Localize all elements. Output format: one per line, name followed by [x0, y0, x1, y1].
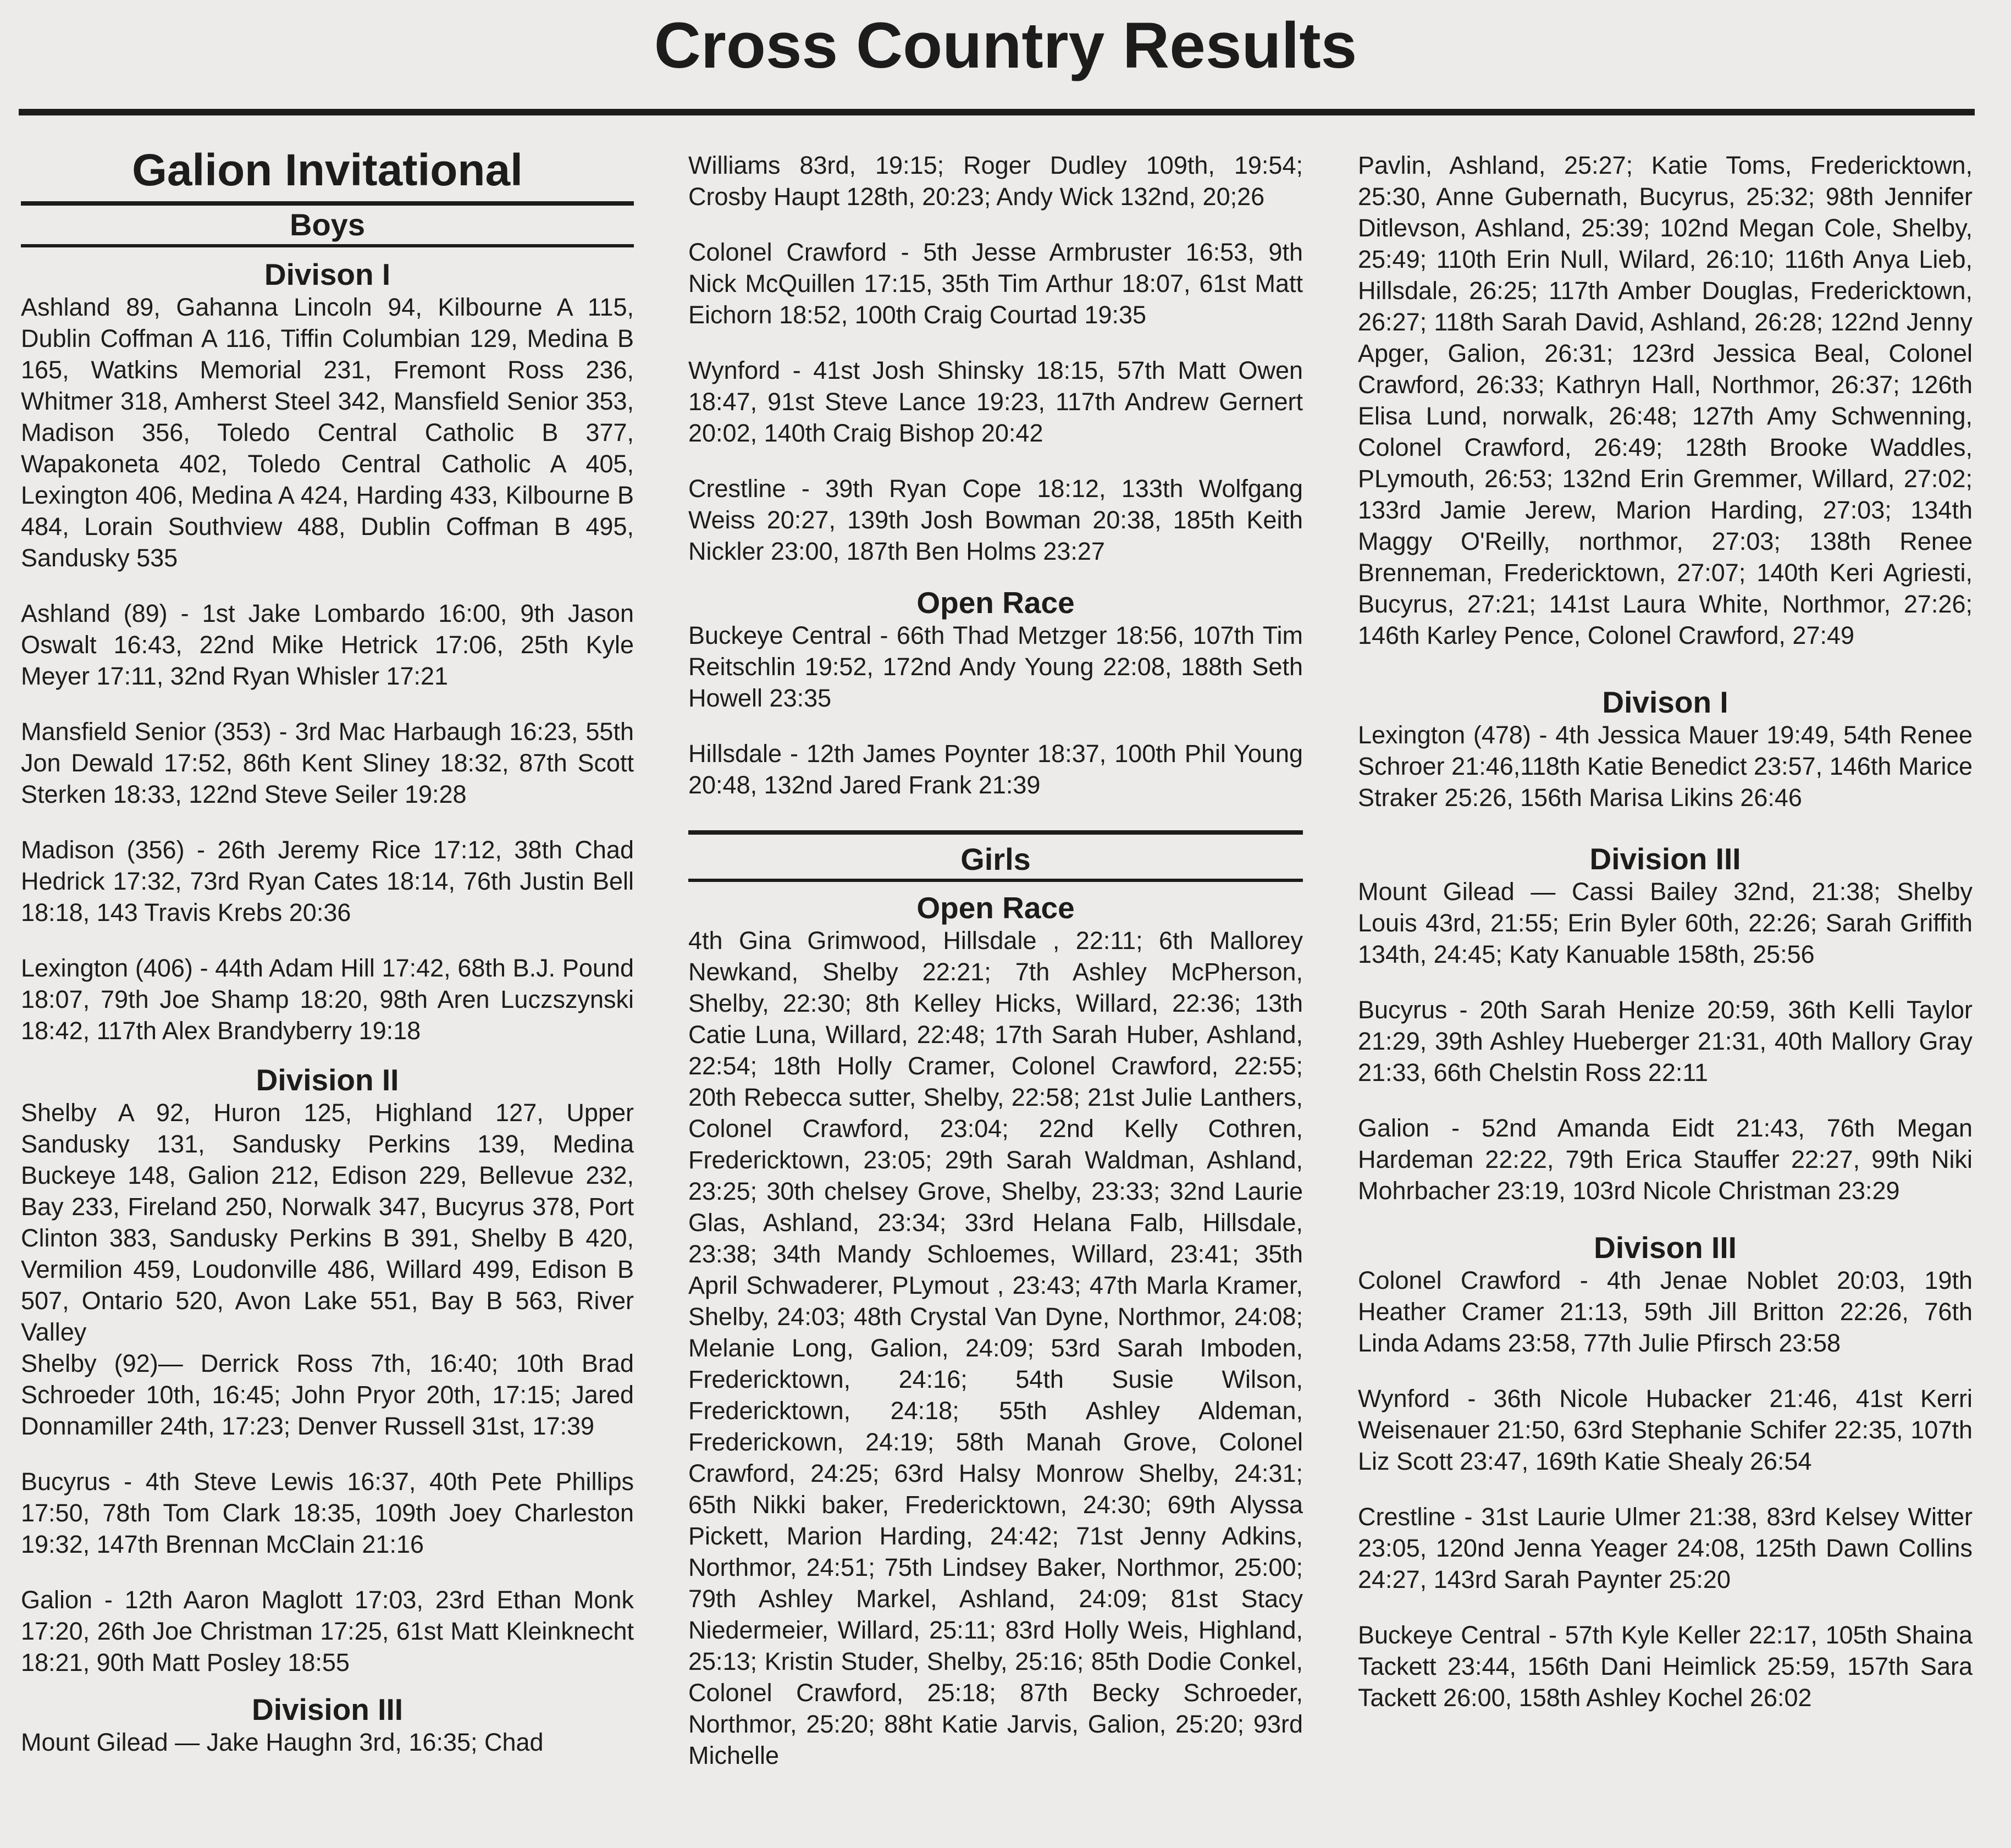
boys-d3-wynford: Wynford - 41st Josh Shinsky 18:15, 57th Matt Owen 18:47, 91st Steve Lance 19:23, 117th Andrew Gernert 20:02, 140th Craig Bishop 20:42: [688, 356, 1303, 447]
boys-d3-crestline: Crestline - 39th Ryan Cope 18:12, 133th Wolfgang Weiss 20:27, 139th Josh Bowman 20:38, 185th Keith Nickler 23:00, 187th Ben Holms 23:27: [688, 475, 1303, 565]
girls-division-1-heading: Divison I: [1602, 685, 1728, 719]
boys-d3-colonel-crawford: Colonel Crawford - 5th Jesse Armbruster 16:53, 9th Nick McQuillen 17:15, 35th Tim Arthur 18:07, 61st Matt Eichorn 18:52, 100th Craig Courtad 19:35: [688, 238, 1303, 329]
girls-rule: [688, 879, 1303, 882]
girls-top-rule: [688, 830, 1303, 835]
boys-d1-madison: Madison (356) - 26th Jeremy Rice 17:12, 38th Chad Hedrick 17:32, 73rd Ryan Cates 18:14, 76th Justin Bell 18:18, 143 Travis Krebs 20:36: [21, 836, 634, 926]
boys-open-race-heading: Open Race: [916, 586, 1075, 620]
column-3: [1358, 150, 1973, 1713]
girls-open-results: 4th Gina Grimwood, Hillsdale , 22:11; 6th Mallorey Newkand, Shelby 22:21; 7th Ashley McPherson, Shelby, 22:30; 8th Kelley Hicks, Willard, 22:36; 13th Catie Luna, Willard, 22:48; 17th Sarah Huber, Ashland, 22:54; 18th Holly Cramer, Colonel Crawford, 22:55; 20th Rebecca sutter, Shelby, 22:58; 21st Julie Lanthers, Colonel Crawford, 23:04; 22nd Kelly Cothren, Fredericktown, 23:05; 29th Sarah Waldman, Ashland, 23:25; 30th chelsey Grove, Shelby, 23:33; 32nd Laurie Glas, Ashland, 23:34; 33rd Helana Falb, Hillsdale, 23:38; 34th Mandy Schloemes, Willard, 23:41; 35th April Schwaderer, PLymout , 23:43; 47th Marla Kramer, Shelby, 24:03; 48th Crystal Van Dyne, Northmor, 24:08; Melanie Long, Galion, 24:09; 53rd Sarah Imboden, Fredericktown, 24:16; 54th Susie Wilson, Fredericktown, 24:18; 55th Ashley Aldeman, Frederickown, 24:19; 58th Manah Grove, Colonel Crawford, 24:25; 63rd Halsy Monrow Shelby, 24:31; 65th Nikki baker, Fredericktown, 24:30; 69th Alyssa Pickett, Marion Harding, 24:42; 71st Jenny Adkins, Northmor, 24:51; 75th Lindsey Baker, Northmor, 25:00; 79th Ashley Markel, Ashland, 24:09; 81st Stacy Niedermeier, Willard, 25:11; 83rd Holly Weis, Highland, 25:13; Kristin Studer, Shelby, 25:16; 85th Dodie Conkel, Colonel Crawford, 25:18; 87th Becky Schroeder, Northmor, 25:20; 88ht Katie Jarvis, Galion, 25:20; 93rd Michelle: [688, 926, 1303, 1769]
girls-d3-bucyrus: Bucyrus - 20th Sarah Henize 20:59, 36th Kelli Taylor 21:29, 39th Ashley Hueberger 21:31, 40th Mallory Gray 21:33, 66th Chelstin Ross 22:11: [1358, 996, 1973, 1086]
boys-open-buckeye-central: Buckeye Central - 66th Thad Metzger 18:56, 107th Tim Reitschlin 19:52, 172nd Andy Young 22:08, 188th Seth Howell 23:35: [688, 621, 1303, 712]
boys-d1-team-scores: Ashland 89, Gahanna Lincoln 94, Kilbourne A 115, Dublin Coffman A 116, Tiffin Columbian 129, Medina B 165, Watkins Memorial 231, Fremont Ross 236, Whitmer 318, Amherst Steel 342, Mansfield Senior 353, Madison 356, Toledo Central Catholic B 377, Wapakoneta 402, Toledo Central Catholic A 405, Lexington 406, Medina A 424, Harding 433, Kilbourne B 484, Lorain Southview 488, Dublin Coffman B 495, Sandusky 535: [21, 293, 634, 572]
boys-d1-mansfield: Mansfield Senior (353) - 3rd Mac Harbaugh 16:23, 55th Jon Dewald 17:52, 86th Kent Sliney 18:32, 87th Scott Sterken 18:33, 122nd Steve Seiler 19:28: [21, 718, 634, 808]
girls-d3-galion: Galion - 52nd Amanda Eidt 21:43, 76th Megan Hardeman 22:22, 79th Erica Stauffer 22:27, 99th Niki Mohrbacher 23:19, 103rd Nicole Christman 23:29: [1358, 1114, 1973, 1205]
meet-rule: [21, 201, 634, 206]
girls-heading: Girls: [960, 842, 1031, 876]
boys-division-2-heading: Division II: [256, 1063, 399, 1097]
girls-d3b-crestline: Crestline - 31st Laurie Ulmer 21:38, 83rd Kelsey Witter 23:05, 120nd Jenna Yeager 24:08, 125th Dawn Collins 24:27, 143rd Sarah Paynter 25:20: [1358, 1503, 1973, 1593]
girls-d3-mount-gilead: Mount Gilead — Cassi Bailey 32nd, 21:38; Shelby Louis 43rd, 21:55; Erin Byler 60th, 22:26; Sarah Griffith 134th, 24:45; Katy Kanuable 158th, 25:56: [1358, 878, 1973, 968]
girls-division-3-heading: Division III: [1589, 842, 1741, 876]
boys-d2-team-scores: Shelby A 92, Huron 125, Highland 127, Upper Sandusky 131, Sandusky Perkins 139, Medina Buckeye 148, Galion 212, Edison 229, Bellevue 232, Bay 233, Fireland 250, Norwalk 347, Bucyrus 378, Port Clinton 383, Sandusky Perkins B 391, Shelby B 420, Vermilion 459, Loudonville 486, Willard 499, Edison B 507, Ontario 520, Avon Lake 551, Bay B 563, River Valley: [21, 1099, 634, 1346]
title-rule: [19, 109, 1975, 115]
boys-heading: Boys: [290, 207, 365, 242]
boys-d2-shelby: Shelby (92)— Derrick Ross 7th, 16:40; 10th Brad Schroeder 10th, 16:45; John Pryor 20th, 17:15; Jared Donnamiller 24th, 17:23; Denver Russell 31st, 17:39: [21, 1349, 634, 1440]
boys-division-1-heading: Divison I: [264, 257, 391, 291]
boys-d2-bucyrus: Bucyrus - 4th Steve Lewis 16:37, 40th Pete Phillips 17:50, 78th Tom Clark 18:35, 109th Joey Charleston 19:32, 147th Brennan McClain 21:16: [21, 1468, 634, 1558]
girls-d1-lexington: Lexington (478) - 4th Jessica Mauer 19:49, 54th Renee Schroer 21:46,118th Katie Benedict 23:57, 146th Marice Straker 25:26, 156th Marisa Likins 26:46: [1358, 721, 1973, 812]
girls-d3b-colonel-crawford: Colonel Crawford - 4th Jenae Noblet 20:03, 19th Heather Cramer 21:13, 59th Jill Britton 22:26, 76th Linda Adams 23:58, 77th Julie Pfirsch 23:58: [1358, 1266, 1973, 1357]
girls-d3b-buckeye-central: Buckeye Central - 57th Kyle Keller 22:17, 105th Shaina Tackett 23:44, 156th Dani Heimlick 25:59, 157th Sara Tackett 26:00, 158th Ashley Kochel 26:02: [1358, 1621, 1973, 1712]
boys-d3-mount-gilead: Mount Gilead — Jake Haughn 3rd, 16:35; Chad: [21, 1728, 544, 1756]
column-1: [21, 143, 634, 1758]
boys-rule: [21, 244, 634, 247]
girls-open-race-heading: Open Race: [916, 891, 1075, 925]
meet-title: Galion Invitational: [132, 145, 523, 195]
boys-d1-lexington: Lexington (406) - 44th Adam Hill 17:42, 68th B.J. Pound 18:07, 79th Joe Shamp 18:20, 98th Aren Luczszynski 18:42, 117th Alex Brandyberry 19:18: [21, 954, 634, 1045]
boys-division-3-heading: Division III: [251, 1692, 404, 1726]
boys-d1-ashland: Ashland (89) - 1st Jake Lombardo 16:00, 9th Jason Oswalt 16:43, 22nd Mike Hetrick 17:06, 25th Kyle Meyer 17:11, 32nd Ryan Whisler 17:21: [21, 599, 634, 690]
boys-open-hillsdale: Hillsdale - 12th James Poynter 18:37, 100th Phil Young 20:48, 132nd Jared Frank 21:39: [688, 740, 1303, 799]
girls-d3b-wynford: Wynford - 36th Nicole Hubacker 21:46, 41st Kerri Weisenauer 21:50, 63rd Stephanie Schifer 22:35, 107th Liz Scott 23:47, 169th Katie Shealy 26:54: [1358, 1384, 1973, 1475]
girls-division-3b-heading: Divison III: [1594, 1231, 1737, 1265]
girls-open-results-cont: Pavlin, Ashland, 25:27; Katie Toms, Fredericktown, 25:30, Anne Gubernath, Bucyrus, 25:32; 98th Jennifer Ditlevson, Ashland, 25:39; 102nd Megan Cole, Shelby, 25:49; 110th Erin Null, Wilard, 26:10; 116th Anya Lieb, Hillsdale, 26:25; 117th Amber Douglas, Fredericktown, 26:27; 118th Sarah David, Ashland, 26:28; 122nd Jenny Apger, Galion, 26:31; 123rd Jessica Beal, Colonel Crawford, 26:33; Kathryn Hall, Northmor, 26:37; 126th Elisa Lund, norwalk, 26:48; 127th Amy Schwenning, Colonel Crawford, 26:49; 128th Brooke Waddles, PLymouth, 26:53; 132nd Erin Gremmer, Willard, 27:02; 133rd Jamie Jerew, Marion Harding, 27:03; 134th Maggy O'Reilly, northmor, 27:03; 138th Renee Brenneman, Fredericktown, 27:07; 140th Keri Agriesti, Bucyrus, 27:21; 141st Laura White, Northmor, 27:26; 146th Karley Pence, Colonel Crawford, 27:49: [1358, 151, 1973, 649]
column-2: [688, 150, 1303, 1771]
boys-d2-galion: Galion - 12th Aaron Maglott 17:03, 23rd Ethan Monk 17:20, 26th Joe Christman 17:25, 61st Matt Kleinknecht 18:21, 90th Matt Posley 18:55: [21, 1586, 634, 1676]
page-title: Cross Country Results: [654, 9, 1357, 82]
boys-d3-mount-gilead-cont: Williams 83rd, 19:15; Roger Dudley 109th, 19:54; Crosby Haupt 128th, 20:23; Andy Wick 132nd, 20;26: [688, 151, 1303, 211]
